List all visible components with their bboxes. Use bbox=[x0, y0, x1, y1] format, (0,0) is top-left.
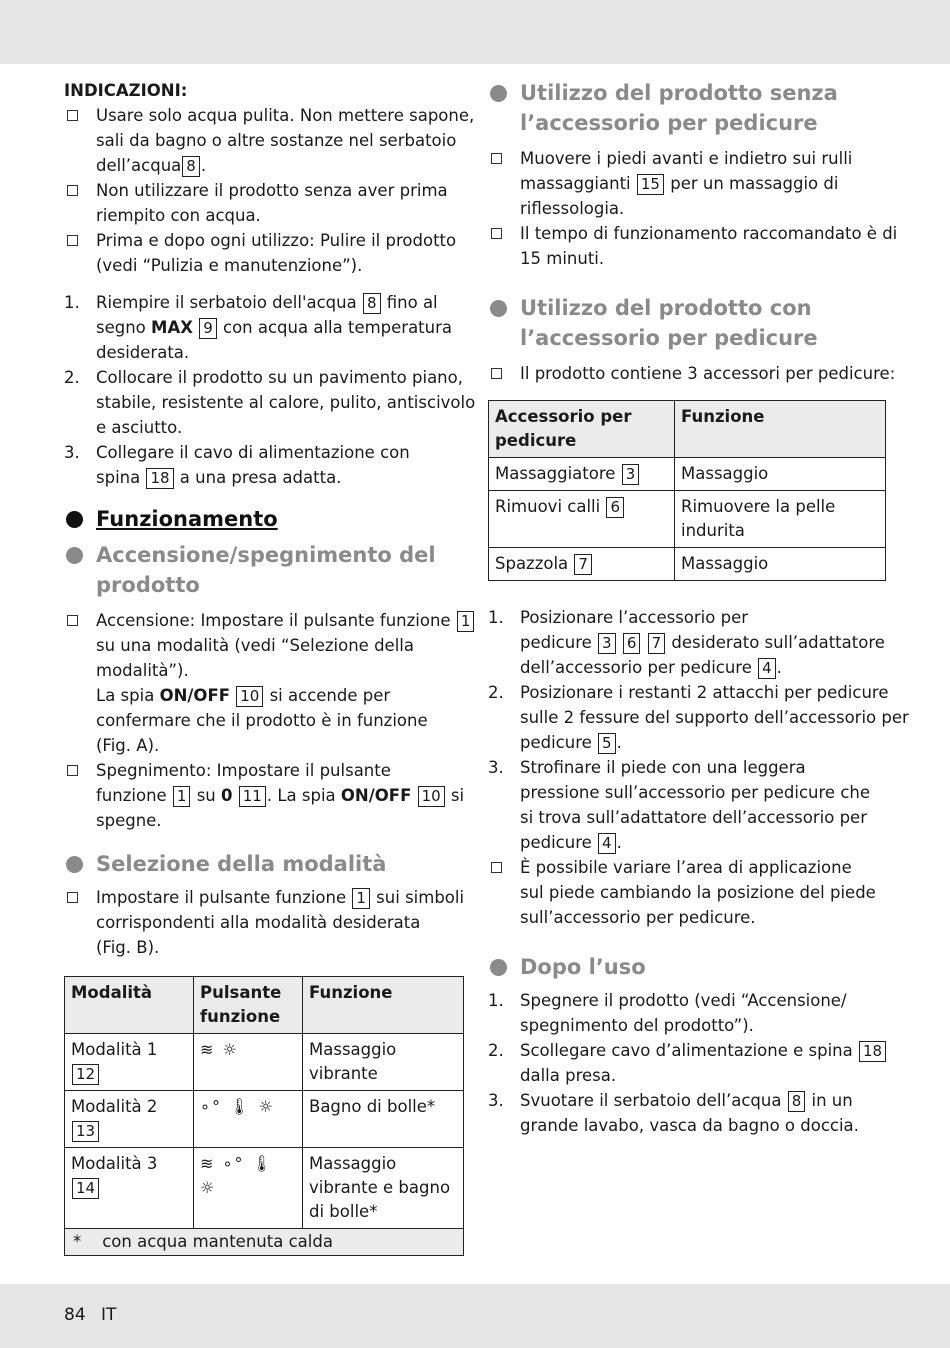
step-number: 1. bbox=[64, 293, 80, 312]
con-list bbox=[488, 361, 896, 386]
step-item: 3. Strofinare il piede con una leggera pressione sull’accessorio per pedicure che si trova sull’adattatore dell’accessorio per pedicure 4 . bbox=[488, 755, 888, 855]
step-item: 2. Posizionare i restanti 2 attacchi per pedicure sulle 2 fessure del supporto dell’accessorio per pedicure 5 . bbox=[488, 680, 888, 755]
bullet-dot-icon bbox=[66, 547, 83, 564]
mode-table-header: Funzione bbox=[303, 977, 464, 1034]
bullet-dot-icon bbox=[66, 856, 83, 873]
reference-number: 7 bbox=[648, 633, 666, 654]
page-number: 84 bbox=[64, 1305, 86, 1325]
step-item: 2. Scollegare cavo d’alimentazione e spina 18 dalla presa. bbox=[488, 1038, 888, 1088]
reference-number: 10 bbox=[236, 686, 263, 707]
senza-list bbox=[488, 146, 898, 271]
reference-number: 6 bbox=[606, 497, 624, 518]
table-row: Spazzola 7 Massaggio bbox=[489, 548, 886, 581]
selezione-list bbox=[64, 885, 464, 960]
list-item: Il prodotto contiene 3 accessori per pedicure: bbox=[488, 361, 888, 386]
checkbox-square-icon bbox=[491, 228, 502, 239]
reference-number: 18 bbox=[859, 1041, 886, 1062]
step-number: 3. bbox=[488, 1091, 504, 1110]
reference-number: 4 bbox=[758, 658, 776, 679]
list-item: Muovere i piedi avanti e indietro sui rulli massaggianti 15 per un massaggio di riflessologia. bbox=[488, 146, 888, 221]
reference-number: 1 bbox=[352, 888, 370, 909]
mode-table-note: * con acqua mantenuta calda bbox=[65, 1229, 464, 1256]
bullet-dot-icon bbox=[66, 511, 83, 528]
reference-number: 13 bbox=[72, 1121, 99, 1142]
reference-number: 7 bbox=[574, 554, 592, 575]
reference-number: 15 bbox=[637, 174, 664, 195]
checkbox-square-icon bbox=[67, 892, 78, 903]
right-column bbox=[488, 78, 909, 1138]
table-row: Modalità 1 12 ≋ ☼ Massaggio vibrante bbox=[65, 1034, 464, 1091]
accessory-table bbox=[488, 400, 886, 581]
reference-number: 8 bbox=[788, 1091, 806, 1112]
mode-symbol-icon: ≋ ∘° 🌡 ☼ bbox=[194, 1148, 303, 1229]
reference-number: 3 bbox=[598, 633, 616, 654]
list-item: Impostare il pulsante funzione 1 sui simboli corrispondenti alla modalità desiderata (Fig. B). bbox=[64, 885, 464, 960]
indicazioni-title: INDICAZIONI: bbox=[64, 81, 188, 100]
list-item: Usare solo acqua pulita. Non mettere sapone, sali da bagno o altre sostanze nel serbatoio dell’acqua 8 . bbox=[64, 103, 464, 178]
mode-table bbox=[64, 976, 464, 1256]
setup-steps bbox=[64, 290, 476, 490]
bullet-dot-icon bbox=[490, 959, 507, 976]
accessory-table-header: Funzione bbox=[675, 401, 886, 458]
step-number: 1. bbox=[488, 608, 504, 627]
step-item: 1. Posizionare l’accessorio per pedicure 3 6 7 desiderato sull’adattatore dell’accessorio per pedicure 4 . bbox=[488, 605, 888, 680]
reference-number: 18 bbox=[146, 468, 173, 489]
heading-funzionamento: Funzionamento bbox=[64, 504, 464, 534]
checkbox-square-icon bbox=[491, 862, 502, 873]
reference-number: 5 bbox=[598, 733, 616, 754]
mode-table-header: Pulsante funzione bbox=[194, 977, 303, 1034]
list-item: Il tempo di funzionamento raccomandato è di 15 minuti. bbox=[488, 221, 888, 271]
list-item: Non utilizzare il prodotto senza aver prima riempito con acqua. bbox=[64, 178, 464, 228]
checkbox-square-icon bbox=[67, 765, 78, 776]
heading-accensione: Accensione/spegnimento del prodotto bbox=[64, 540, 464, 600]
indicazioni-list bbox=[64, 103, 475, 278]
reference-number: 8 bbox=[363, 293, 381, 314]
mode-symbol-icon: ≋ ☼ bbox=[194, 1034, 303, 1091]
page-footer bbox=[64, 1305, 126, 1325]
language-code: IT bbox=[101, 1305, 117, 1325]
header-band bbox=[0, 0, 950, 64]
reference-number: 14 bbox=[72, 1178, 99, 1199]
reference-number: 12 bbox=[72, 1064, 99, 1085]
reference-number: 1 bbox=[173, 786, 191, 807]
bullet-dot-icon bbox=[490, 300, 507, 317]
step-item: 1. Spegnere il prodotto (vedi “Accensione/ spegnimento del prodotto”). bbox=[488, 988, 888, 1038]
step-number: 1. bbox=[488, 991, 504, 1010]
step-item: 1. Riempire il serbatoio dell'acqua 8 fino al segno MAX 9 con acqua alla temperatura desiderata. bbox=[64, 290, 464, 365]
dopo-steps bbox=[488, 988, 888, 1138]
left-column bbox=[64, 78, 476, 1256]
step-item: 2. Collocare il prodotto su un pavimento piano, stabile, resistente al calore, pulito, antiscivolo e asciutto. bbox=[64, 365, 464, 440]
step-item: 3. Svuotare il serbatoio dell’acqua 8 in un grande lavabo, vasca da bagno o doccia. bbox=[488, 1088, 888, 1138]
checkbox-square-icon bbox=[491, 153, 502, 164]
reference-number: 1 bbox=[457, 611, 475, 632]
heading-con-accessorio: Utilizzo del prodotto con l’accessorio per pedicure bbox=[488, 293, 888, 353]
reference-number: 11 bbox=[239, 786, 266, 807]
reference-number: 9 bbox=[199, 318, 217, 339]
table-row: Massaggiatore 3 Massaggio bbox=[489, 458, 886, 491]
checkbox-square-icon bbox=[67, 185, 78, 196]
step-number: 2. bbox=[64, 368, 80, 387]
list-item: Spegnimento: Impostare il pulsante funzione 1 su 0 11 . La spia ON/OFF 10 si spegne. bbox=[64, 758, 464, 833]
step-number: 3. bbox=[64, 443, 80, 462]
checkbox-square-icon bbox=[491, 368, 502, 379]
bullet-dot-icon bbox=[490, 85, 507, 102]
step-item: 3. Collegare il cavo di alimentazione con spina 18 a una presa adatta. bbox=[64, 440, 464, 490]
accessory-table-header: Accessorio per pedicure bbox=[489, 401, 675, 458]
heading-selezione: Selezione della modalità bbox=[64, 849, 464, 879]
table-row: Modalità 3 14 ≋ ∘° 🌡 ☼ Massaggio vibrante e bagno di bolle* bbox=[65, 1148, 464, 1229]
con-steps bbox=[488, 605, 909, 855]
reference-number: 4 bbox=[598, 833, 616, 854]
checkbox-square-icon bbox=[67, 235, 78, 246]
step-number: 2. bbox=[488, 683, 504, 702]
reference-number: 10 bbox=[418, 786, 445, 807]
list-item: Prima e dopo ogni utilizzo: Pulire il prodotto (vedi “Pulizia e manutenzione”). bbox=[64, 228, 464, 278]
checkbox-square-icon bbox=[67, 110, 78, 121]
accensione-list bbox=[64, 608, 471, 833]
table-row: Rimuovi calli 6 Rimuovere la pelle indurita bbox=[489, 491, 886, 548]
reference-number: 8 bbox=[182, 156, 200, 177]
con-list-2 bbox=[488, 855, 888, 930]
checkbox-square-icon bbox=[67, 615, 78, 626]
list-item: È possibile variare l’area di applicazione sul piede cambiando la posizione del piede sull’accessorio per pedicure. bbox=[488, 855, 888, 930]
mode-table-header: Modalità bbox=[65, 977, 194, 1034]
step-number: 3. bbox=[488, 758, 504, 777]
table-row: Modalità 2 13 ∘° 🌡 ☼ Bagno di bolle* bbox=[65, 1091, 464, 1148]
list-item: Accensione: Impostare il pulsante funzione 1 su una modalità (vedi “Selezione della modalità”). La spia ON/OFF 10 si accende per confermare che il prodotto è in funzione (Fig. A). bbox=[64, 608, 464, 758]
heading-senza-accessorio: Utilizzo del prodotto senza l’accessorio per pedicure bbox=[488, 78, 888, 138]
reference-number: 6 bbox=[623, 633, 641, 654]
heading-dopo-uso: Dopo l’uso bbox=[488, 952, 888, 982]
footer-band bbox=[0, 1284, 950, 1348]
step-number: 2. bbox=[488, 1041, 504, 1060]
reference-number: 3 bbox=[622, 464, 640, 485]
mode-symbol-icon: ∘° 🌡 ☼ bbox=[194, 1091, 303, 1148]
